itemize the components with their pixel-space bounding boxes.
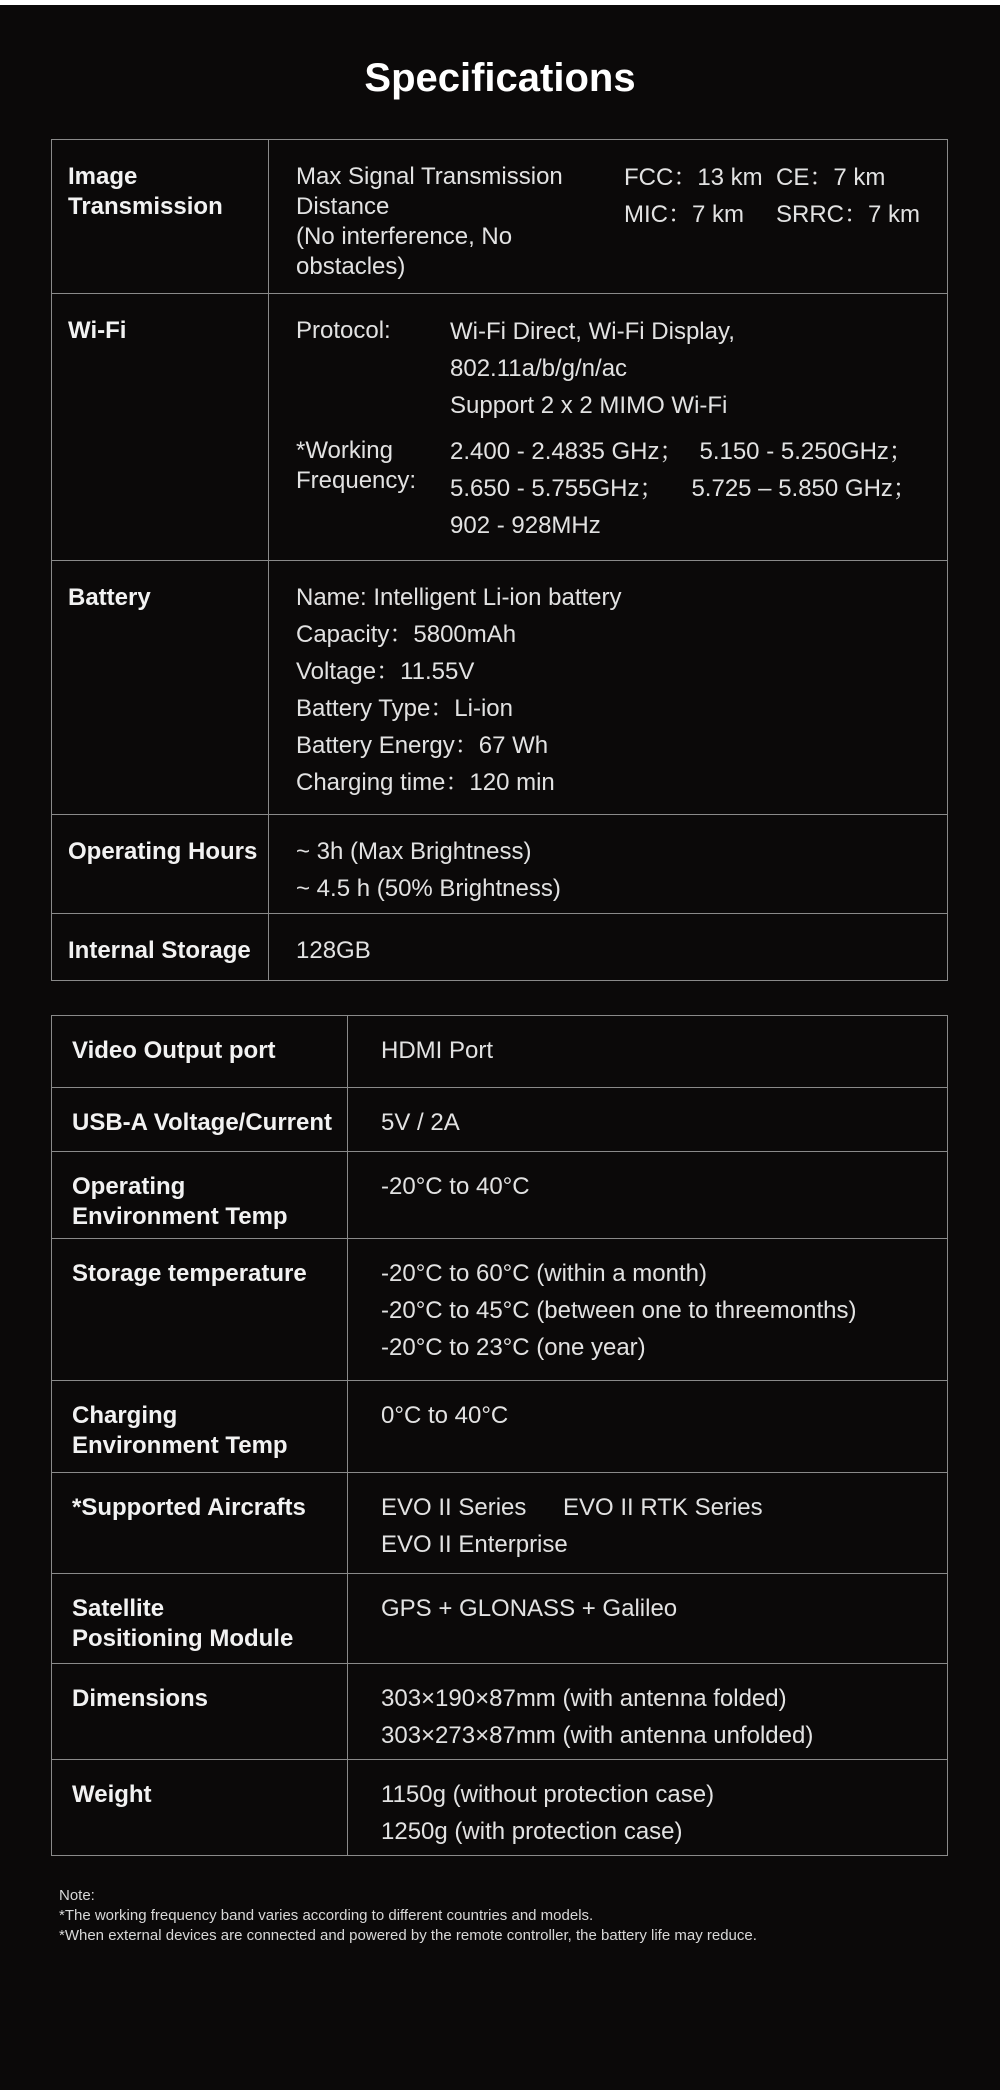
row-image-transmission [52, 140, 948, 294]
page-title: Specifications [364, 56, 636, 100]
value-dimensions: 303×190×87mm (with antenna folded) 303×273×87mm (with antenna unfolded) [348, 1664, 948, 1760]
label-wifi: Wi-Fi [52, 294, 269, 561]
value-image-transmission [269, 140, 948, 294]
spec-table-1 [51, 139, 948, 981]
row-storage-temp [52, 1239, 948, 1381]
freq-5650: 5.650 - 5.755GHz； [450, 475, 664, 502]
row-dimensions [52, 1664, 948, 1760]
transmission-description: Max Signal Transmission Distance (No interference, No obstacles) [296, 163, 563, 280]
aircraft-evo2-enterprise: EVO II Enterprise [381, 1531, 568, 1558]
value-weight: 1150g (without protection case) 1250g (with protection case) [348, 1760, 948, 1856]
row-usb-a [52, 1088, 948, 1152]
row-supported-aircrafts [52, 1473, 948, 1574]
label-internal-storage: Internal Storage [52, 914, 269, 981]
label-operating-temp: Operating Environment Temp [52, 1152, 348, 1239]
top-border [0, 0, 1000, 5]
footnote-line-2: *When external devices are connected and powered by the remote controller, the battery life may reduce. [59, 1927, 757, 1944]
distance-fcc: FCC：13 km [624, 164, 763, 191]
distance-ce: CE：7 km [776, 164, 886, 191]
wifi-frequency: *Working Frequency: 2.400 - 2.4835 GHz； 5.150 - 5.250GHz； 5.650 - 5.755GHz； 5.725 – 5.850 GHz； 902 - 928MHz [296, 436, 931, 544]
value-internal-storage: 128GB [269, 914, 948, 981]
value-operating-temp: -20°C to 40°C [348, 1152, 948, 1239]
footnote-line-1: *The working frequency band varies according to different countries and models. [59, 1907, 594, 1924]
value-satellite: GPS + GLONASS + Galileo [348, 1574, 948, 1664]
label-usb-a: USB-A Voltage/Current [52, 1088, 348, 1152]
value-wifi [269, 294, 948, 561]
value-supported-aircrafts [348, 1473, 948, 1574]
freq-5725: 5.725 – 5.850 GHz； [691, 475, 917, 502]
freq-5150: 5.150 - 5.250GHz； [699, 438, 913, 465]
value-charging-temp: 0°C to 40°C [348, 1381, 948, 1473]
footnote-heading: Note: [59, 1887, 95, 1904]
row-internal-storage [52, 914, 948, 981]
row-charging-temp [52, 1381, 948, 1473]
label-video-output: Video Output port [52, 1016, 348, 1088]
row-video-output [52, 1016, 948, 1088]
label-battery: Battery [52, 561, 269, 815]
freq-902: 902 - 928MHz [450, 512, 601, 539]
row-operating-hours [52, 815, 948, 914]
value-video-output: HDMI Port [348, 1016, 948, 1088]
label-storage-temp: Storage temperature [52, 1239, 348, 1381]
aircraft-evo2-rtk: EVO II RTK Series [563, 1494, 763, 1521]
label-charging-temp: Charging Environment Temp [52, 1381, 348, 1473]
distance-srrc: SRRC：7 km [776, 201, 921, 228]
value-usb-a: 5V / 2A [348, 1088, 948, 1152]
label-supported-aircrafts: *Supported Aircrafts [52, 1473, 348, 1574]
label-dimensions: Dimensions [52, 1664, 348, 1760]
value-battery: Name: Intelligent Li-ion battery Capacity：5800mAh Voltage：11.55V Battery Type：Li-ion Battery Energy：67 Wh Charging time：120 min [269, 561, 948, 815]
label-image-transmission: Image Transmission [52, 140, 269, 294]
footnote [59, 1886, 757, 1946]
value-operating-hours: ~ 3h (Max Brightness) ~ 4.5 h (50% Brightness) [269, 815, 948, 914]
row-weight [52, 1760, 948, 1856]
row-satellite [52, 1574, 948, 1664]
wifi-protocol: Protocol: Wi-Fi Direct, Wi-Fi Display, 802.11a/b/g/n/ac Support 2 x 2 MIMO Wi-Fi [296, 317, 735, 419]
label-weight: Weight [52, 1760, 348, 1856]
spec-table-2 [51, 1015, 948, 1856]
row-battery [52, 561, 948, 815]
aircraft-evo2: EVO II Series [381, 1494, 527, 1521]
label-satellite: Satellite Positioning Module [52, 1574, 348, 1664]
label-operating-hours: Operating Hours [52, 815, 269, 914]
distance-mic: MIC：7 km [624, 201, 744, 228]
row-operating-temp [52, 1152, 948, 1239]
value-storage-temp: -20°C to 60°C (within a month) -20°C to 45°C (between one to threemonths) -20°C to 23°C (one year) [348, 1239, 948, 1381]
transmission-distances [624, 159, 931, 282]
freq-2400: 2.400 - 2.4835 GHz； [450, 438, 684, 465]
row-wifi [52, 294, 948, 561]
